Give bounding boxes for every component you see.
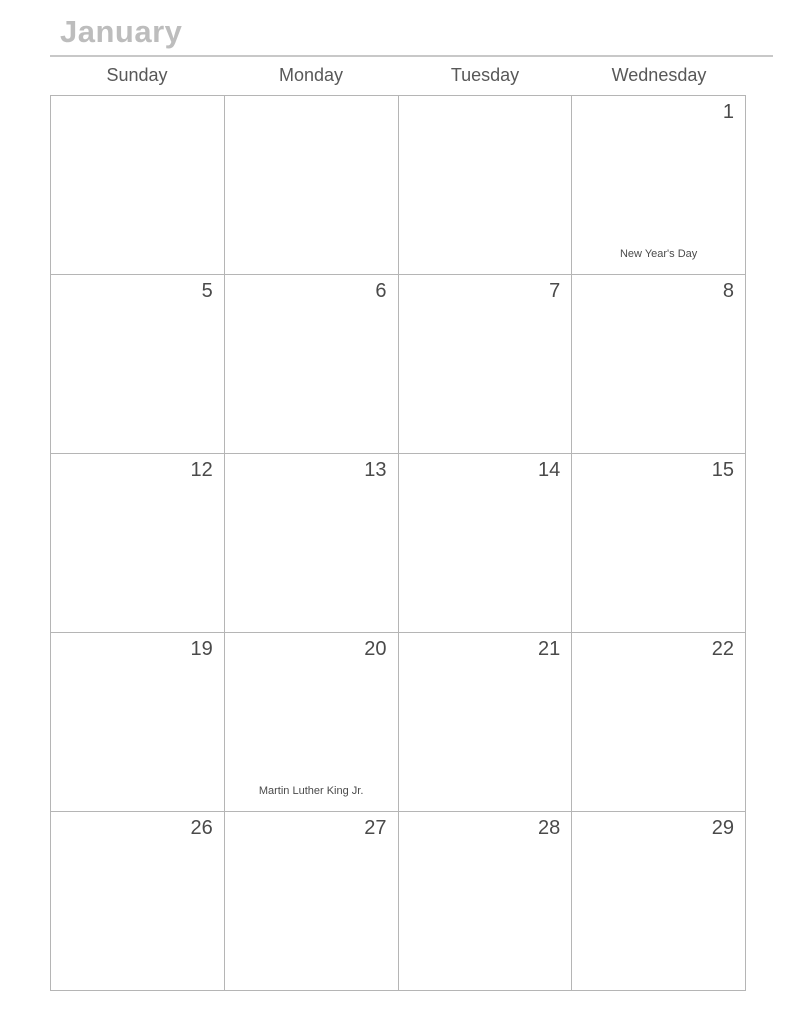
day-number: 8: [722, 279, 734, 302]
day-cell[interactable]: [572, 454, 746, 633]
day-cell[interactable]: [51, 96, 225, 275]
day-cell[interactable]: [399, 275, 573, 454]
day-cell[interactable]: [399, 454, 573, 633]
day-number: 19: [190, 637, 213, 660]
day-number: 26: [190, 816, 213, 839]
calendar-header: [50, 0, 773, 57]
weekday-header-monday: Monday: [278, 64, 344, 85]
day-number: 13: [364, 458, 387, 481]
day-cell[interactable]: [51, 275, 225, 454]
day-cell[interactable]: [572, 275, 746, 454]
calendar-week-row: [51, 96, 746, 275]
day-number: 21: [538, 637, 561, 660]
calendar-week-row: [51, 454, 746, 633]
day-cell[interactable]: [225, 275, 399, 454]
day-cell[interactable]: [399, 812, 573, 991]
day-cell[interactable]: [399, 633, 573, 812]
day-number: 27: [364, 816, 387, 839]
weekday-header-sunday: Sunday: [106, 64, 168, 85]
day-number: 6: [375, 279, 387, 302]
day-number: 20: [364, 637, 387, 660]
day-number: 22: [711, 637, 734, 660]
day-cell[interactable]: [225, 96, 399, 275]
day-cell[interactable]: [572, 812, 746, 991]
day-cell[interactable]: [572, 96, 746, 275]
calendar-week-row: [51, 275, 746, 454]
day-number: 7: [549, 279, 561, 302]
weekday-header-tuesday: Tuesday: [450, 64, 520, 85]
day-event: Martin Luther King Jr.: [258, 785, 364, 798]
calendar-grid: [50, 95, 746, 991]
day-cell[interactable]: [225, 454, 399, 633]
day-number: 1: [722, 100, 734, 123]
day-cell[interactable]: [51, 454, 225, 633]
day-number: 12: [190, 458, 213, 481]
day-cell[interactable]: [225, 633, 399, 812]
weekday-header-wednesday: Wednesday: [611, 64, 707, 85]
month-title: January: [60, 14, 183, 49]
day-cell[interactable]: [225, 812, 399, 991]
day-cell[interactable]: [399, 96, 573, 275]
day-number: 5: [201, 279, 213, 302]
day-cell[interactable]: [51, 812, 225, 991]
calendar-week-row: [51, 812, 746, 991]
day-number: 28: [538, 816, 561, 839]
day-cell[interactable]: [51, 633, 225, 812]
day-cell[interactable]: [572, 633, 746, 812]
day-number: 15: [711, 458, 734, 481]
day-number: 14: [538, 458, 561, 481]
day-event: New Year's Day: [619, 248, 698, 261]
day-number: 29: [711, 816, 734, 839]
weekday-header-row: [50, 57, 746, 95]
calendar-week-row: [51, 633, 746, 812]
